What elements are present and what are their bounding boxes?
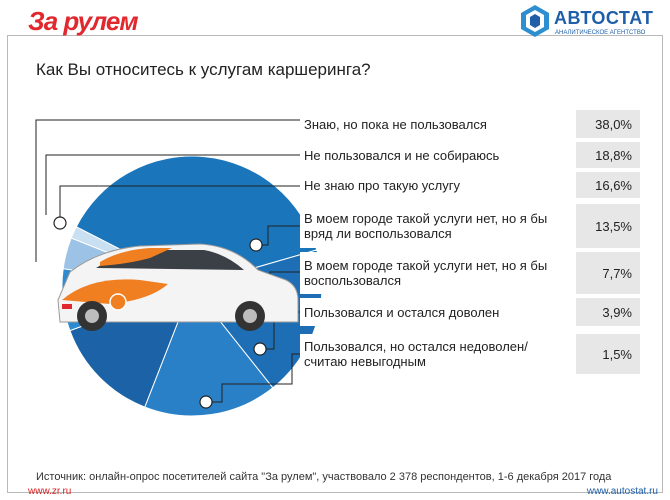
legend-row bbox=[300, 334, 640, 374]
slice-value-label: 7,7% bbox=[576, 252, 640, 294]
slice-value-label: 13,5% bbox=[576, 204, 640, 248]
slice-label: В моем городе такой услуги нет, но я бы вряд ли воспользовался bbox=[304, 211, 548, 241]
slice-value-label: 38,0% bbox=[576, 110, 640, 138]
leader-dot bbox=[54, 217, 66, 229]
slice-value-label: 1,5% bbox=[576, 334, 640, 374]
slice-value-label: 16,6% bbox=[576, 172, 640, 198]
slice-label: В моем городе такой услуги нет, но я бы воспользовался bbox=[304, 258, 548, 288]
zr-url: www.zr.ru bbox=[28, 486, 72, 497]
slice-label: Пользовался, но остался недоволен/ считаю невыгодным bbox=[304, 339, 528, 369]
legend-row bbox=[300, 172, 640, 198]
legend-row bbox=[300, 204, 640, 248]
za-rulem-logo: За рулем bbox=[28, 6, 138, 36]
legend-row bbox=[300, 252, 640, 294]
slice-value-label: 18,8% bbox=[576, 142, 640, 168]
legend-row bbox=[300, 142, 640, 168]
source-note: Источник: онлайн-опрос посетителей сайта "За рулем", участвовало 2 378 респондентов, 1-6 декабря 2017 года bbox=[36, 471, 612, 483]
autostat-name: АВТОСТАТ bbox=[554, 8, 654, 28]
legend-row bbox=[300, 298, 640, 326]
leader-dot bbox=[254, 343, 266, 355]
slice-label: Не знаю про такую услугу bbox=[304, 177, 460, 193]
slice-label: Пользовался и остался доволен bbox=[304, 304, 500, 320]
slice-value-label: 3,9% bbox=[576, 298, 640, 326]
slice-label: Знаю, но пока не пользовался bbox=[304, 116, 487, 132]
leader-dot bbox=[200, 396, 212, 408]
chart-title: Как Вы относитесь к услугам каршеринга? bbox=[36, 60, 371, 79]
autostat-url: www.autostat.ru bbox=[586, 486, 658, 497]
autostat-tagline: АНАЛИТИЧЕСКОЕ АГЕНТСТВО bbox=[555, 30, 646, 36]
slice-label: Не пользовался и не собираюсь bbox=[304, 147, 500, 163]
legend-row bbox=[300, 110, 640, 138]
leader-dot bbox=[250, 239, 262, 251]
